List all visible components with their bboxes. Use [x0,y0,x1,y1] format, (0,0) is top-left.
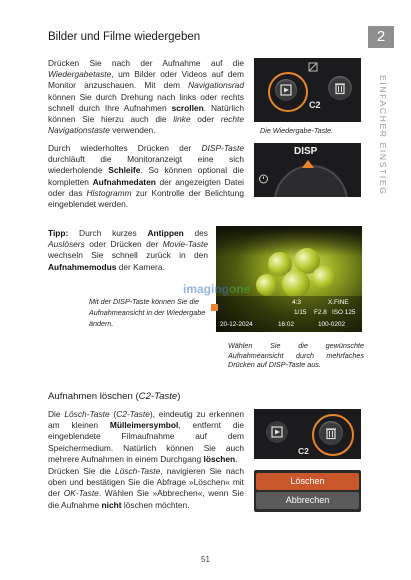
timer-icon [258,173,269,184]
camera-playback-button-photo [254,58,361,122]
delete-option-button[interactable]: Löschen [256,473,359,490]
paragraph-delete-steps: Drücken Sie die Lösch-Taste, navigieren Sie nach oben und bestätigen Sie die Abfrage »Löschen« mit der OK-Taste. Wählen Sie »Abbrechen«, wenn Sie die Aufnahme nicht löschen möchten. [48,466,244,510]
disp-label: DISP [294,146,318,157]
c2-label: C2 [309,100,321,110]
play-icon [266,421,288,443]
callout-marker [211,304,218,311]
trash-icon [328,76,352,100]
delete-menu-panel [254,470,361,512]
camera-disp-wheel-photo [254,143,361,197]
trash-icon [319,421,343,445]
play-icon [275,79,297,101]
page-number: 51 [201,555,210,564]
grape [282,270,310,298]
grape [312,266,336,290]
caption-disp-callout: Mit der DISP-Taste können Sie die Aufnahmeansicht in der Wiedergabe ändern. [89,297,206,328]
trash-button [328,76,352,100]
paragraph-delete: Die Lösch-Taste (C2-Taste), eindeutig zu erkennen am kleinen Mülleimersymbol, entfernt die eingeblendete Filmaufnahme auf dem Speichermedium. Natürlich können Sie auch mehrere Aufnahmen in einem Durchgang löschen. [48,409,244,464]
navigation-wheel [274,165,348,197]
chapter-side-label: EINFACHER EINSTIEG [378,75,388,196]
format-value: 4:3 [292,299,301,306]
page-title: Bilder und Filme wiedergeben [48,31,201,43]
c2-label: C2 [298,446,309,456]
paragraph-playback: Drücken Sie nach der Aufnahme auf die Wiedergabetaste, um Bilder oder Videos auf dem Monitor anzuschauen. Mit dem Navigationsrad können Sie durch Drehung nach links oder rechts schnell durch Ihre Aufnahmen scrollen. Natürlich können Sie hierzu auch die linke oder rechte Navigationstaste verwenden. [48,58,244,136]
photo-dark-top [216,226,362,256]
paragraph-disp: Durch wiederholtes Drücken der DISP-Taste durchläuft die Monitoranzeigt eine sich wiederholende Schleife. So können optional die kompletten Aufnahmedaten der angezeigten Datei oder das Histogramm zur Kontrolle der Belichtung eingeblendet werden. [48,143,244,210]
caption-display-choice: Wählen Sie die gewünschte Aufnahmeansicht durch mehrfaches Drücken auf DISP-Taste aus. [228,341,364,370]
camera-screen-photo [216,226,362,332]
watermark-accent: one [229,282,251,296]
caption-playback-button: Die Wiedergabe-Taste. [260,126,334,135]
section-heading-delete: Aufnahmen löschen (C2-Taste) [48,391,181,402]
date-value: 20-12-2024 [220,321,253,328]
imaging-one-watermark: imagingone [183,282,251,296]
file-number-value: 100-0202 [318,321,346,328]
quality-value: X.FINE [328,299,349,306]
tip-paragraph: Tipp: Durch kurzes Antippen des Auslösers oder Drücken der Movie-Taste wechseln Sie schnell zurück in den Aufnahmemodus der Kamera. [48,228,208,272]
trash-button [319,421,343,445]
exposure-icon [308,62,318,72]
info-overlay [216,296,362,332]
chapter-number-tab: 2 [368,26,394,48]
shutter-value: 1/15 [294,309,307,316]
camera-delete-button-photo [254,409,361,459]
grape [256,274,278,296]
playback-button [275,79,297,101]
disp-arrow-icon [301,159,315,169]
time-value: 16:02 [278,321,294,328]
aperture-value: F2.8 [314,309,327,316]
cancel-option-button[interactable]: Abbrechen [256,492,359,509]
playback-button [266,421,288,443]
iso-value: ISO 125 [332,309,356,316]
